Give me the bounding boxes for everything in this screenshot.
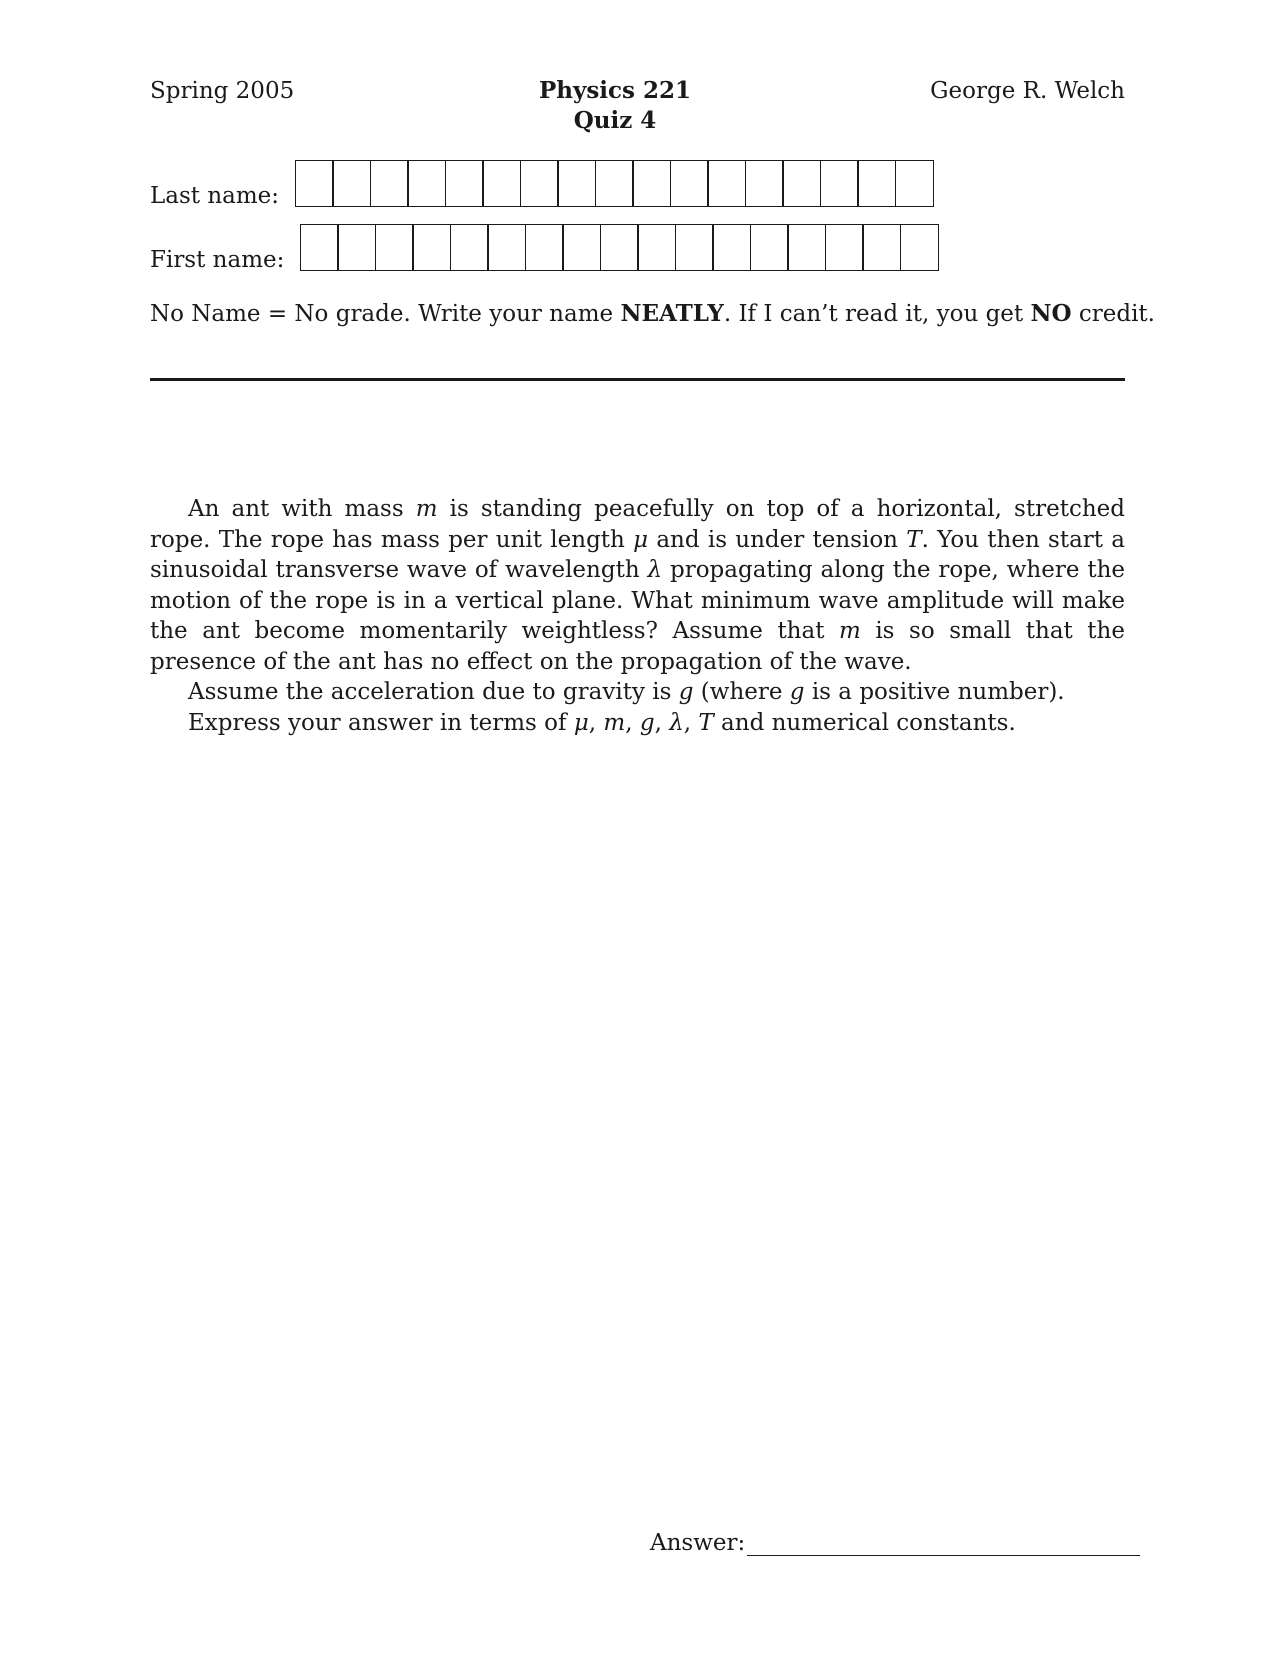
letter-box[interactable] <box>600 224 639 271</box>
letter-box[interactable] <box>857 160 896 207</box>
letter-box[interactable] <box>895 160 934 207</box>
letter-box[interactable] <box>750 224 789 271</box>
math-symbol: μ <box>633 526 649 553</box>
letter-box[interactable] <box>820 160 859 207</box>
notice-text: credit. <box>1071 301 1155 327</box>
math-symbol: g <box>678 679 694 705</box>
answer-instructions: Express your answer in terms of μ, m, g, λ, T and numerical constants. <box>188 709 1016 736</box>
letter-box[interactable] <box>632 160 671 207</box>
letter-box[interactable] <box>482 160 521 207</box>
letter-box[interactable] <box>487 224 526 271</box>
math-symbol: m <box>603 709 626 736</box>
quiz-number: Quiz 4 <box>573 107 657 134</box>
letter-box[interactable] <box>707 160 746 207</box>
letter-box[interactable] <box>670 160 709 207</box>
letter-box[interactable] <box>675 224 714 271</box>
math-symbol: m <box>838 618 861 644</box>
last-name-label: Last name: <box>150 183 280 209</box>
letter-box[interactable] <box>787 224 826 271</box>
letter-box[interactable] <box>782 160 821 207</box>
letter-box[interactable] <box>370 160 409 207</box>
first-name-boxes[interactable] <box>301 224 939 271</box>
answer-input-line[interactable] <box>747 1529 1140 1556</box>
instructor-name: George R. Welch <box>930 78 1125 104</box>
letter-box[interactable] <box>825 224 864 271</box>
letter-box[interactable] <box>862 224 901 271</box>
letter-box[interactable] <box>562 224 601 271</box>
letter-box[interactable] <box>745 160 784 207</box>
letter-box[interactable] <box>525 224 564 271</box>
math-symbol: m <box>415 496 438 522</box>
letter-box[interactable] <box>332 160 371 207</box>
math-symbol: g <box>639 709 655 736</box>
letter-box[interactable] <box>407 160 446 207</box>
letter-box[interactable] <box>375 224 414 271</box>
notice-text: . If I can’t read it, you get <box>723 301 1031 327</box>
letter-box[interactable] <box>712 224 751 271</box>
math-symbol: T <box>698 709 714 736</box>
notice-emphasis-no: NO <box>1030 300 1072 327</box>
letter-box[interactable] <box>445 160 484 207</box>
letter-box[interactable] <box>295 160 334 207</box>
letter-box[interactable] <box>900 224 939 271</box>
letter-box[interactable] <box>637 224 676 271</box>
notice-text: No Name = No grade. Write your name <box>150 301 621 327</box>
math-symbol: λ <box>647 557 663 583</box>
answer-label: Answer: <box>650 1530 746 1556</box>
letter-box[interactable] <box>520 160 559 207</box>
gravity-assumption: Assume the acceleration due to gravity is g (where g is a positive number). <box>188 679 1065 705</box>
last-name-boxes[interactable] <box>296 160 934 207</box>
letter-box[interactable] <box>412 224 451 271</box>
notice-emphasis-neatly: NEATLY <box>620 300 724 327</box>
answer-area <box>650 1529 1140 1556</box>
letter-box[interactable] <box>337 224 376 271</box>
problem-statement <box>150 494 1125 738</box>
name-notice <box>150 300 1155 327</box>
problem-paragraph: An ant with mass m is standing peacefully on top of a horizontal, stretched rope. The rope has mass per unit length μ and is under tension T. You then start a sinusoidal transverse wave of wavelength λ propagating along the rope, where the motion of the rope is in a vertical plane. What minimum wave amplitude will make the ant become momentarily weightless? Assume that m is so small that the presence of the ant has no effect on the propagation of the wave. <box>150 496 1125 675</box>
semester-label: Spring 2005 <box>150 78 295 104</box>
letter-box[interactable] <box>595 160 634 207</box>
header-divider <box>150 378 1125 381</box>
letter-box[interactable] <box>450 224 489 271</box>
math-symbol: g <box>789 679 805 705</box>
math-symbol: λ <box>669 709 684 736</box>
course-name: Physics 221 <box>538 77 692 104</box>
letter-box[interactable] <box>557 160 596 207</box>
math-symbol: μ <box>573 709 589 736</box>
first-name-label: First name: <box>150 247 285 273</box>
letter-box[interactable] <box>300 224 339 271</box>
math-symbol: T <box>906 526 922 553</box>
